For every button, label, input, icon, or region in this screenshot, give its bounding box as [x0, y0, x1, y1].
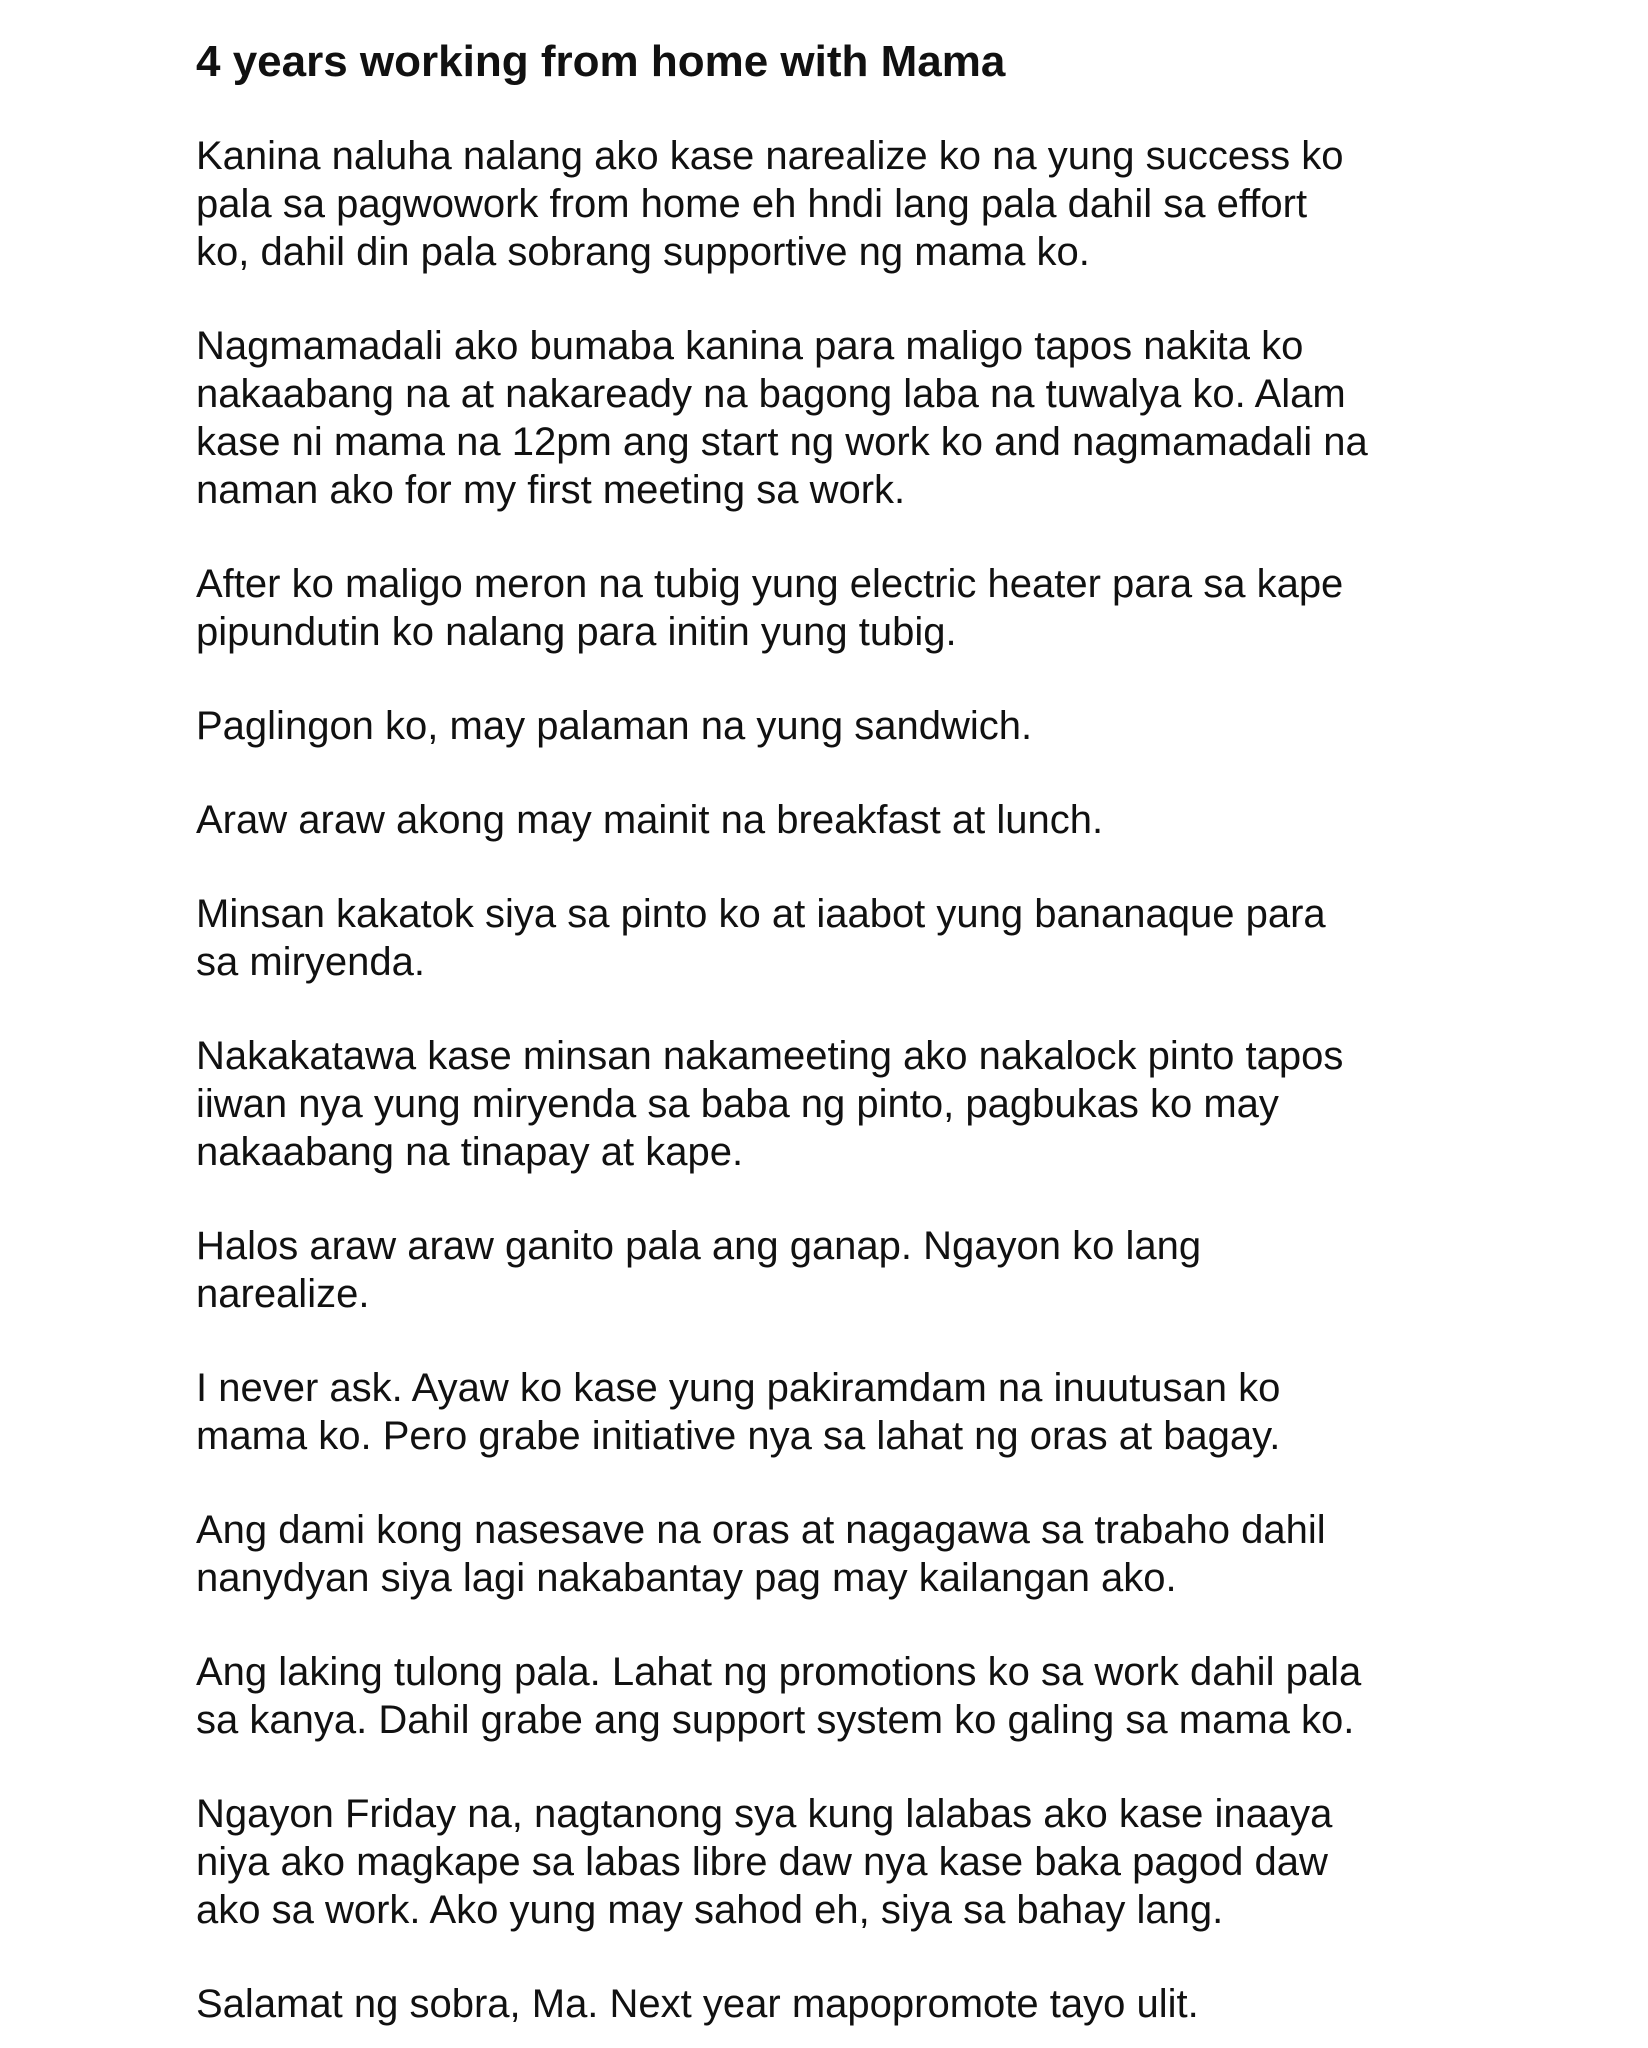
post-paragraph: Kanina naluha nalang ako kase narealize ko na yung success ko pala sa pagwowork from home eh hndi lang pala dahil sa effort ko, dahil din pala sobrang supportive ng mama ko. [196, 134, 1344, 274]
post-paragraph: Paglingon ko, may palaman na yung sandwich. [196, 704, 1033, 748]
post-paragraph: After ko maligo meron na tubig yung electric heater para sa kape pipundutin ko nalang para initin yung tubig. [196, 562, 1344, 654]
post-content [196, 0, 1496, 2028]
post-paragraph: I never ask. Ayaw ko kase yung pakiramdam na inuutusan ko mama ko. Pero grabe initiative nya sa lahat ng oras at bagay. [196, 1366, 1281, 1458]
post-title: 4 years working from home with Mama [196, 37, 1006, 86]
post-paragraph: Ang laking tulong pala. Lahat ng promotions ko sa work dahil pala sa kanya. Dahil grabe ang support system ko galing sa mama ko. [196, 1650, 1362, 1742]
post-paragraph: Ang dami kong nasesave na oras at nagagawa sa trabaho dahil nanydyan siya lagi nakabantay pag may kailangan ako. [196, 1508, 1326, 1600]
post-paragraph: Ngayon Friday na, nagtanong sya kung lalabas ako kase inaaya niya ako magkape sa labas libre daw nya kase baka pagod daw ako sa work. Ako yung may sahod eh, siya sa bahay lang. [196, 1792, 1333, 1932]
post-paragraph: Halos araw araw ganito pala ang ganap. Ngayon ko lang narealize. [196, 1224, 1202, 1316]
post-paragraph: Araw araw akong may mainit na breakfast at lunch. [196, 798, 1104, 842]
post-paragraph: Salamat ng sobra, Ma. Next year mapopromote tayo ulit. [196, 1982, 1199, 2026]
post-paragraph: Nakakatawa kase minsan nakameeting ako nakalock pinto tapos iiwan nya yung miryenda sa baba ng pinto, pagbukas ko may nakaabang na tinapay at kape. [196, 1034, 1344, 1174]
post-paragraph: Minsan kakatok siya sa pinto ko at iaabot yung bananaque para sa miryenda. [196, 892, 1326, 984]
post-paragraph: Nagmamadali ako bumaba kanina para maligo tapos nakita ko nakaabang na at nakaready na bagong laba na tuwalya ko. Alam kase ni mama na 12pm ang start ng work ko and nagmamadali na naman ako for my first meeting sa work. [196, 324, 1368, 512]
